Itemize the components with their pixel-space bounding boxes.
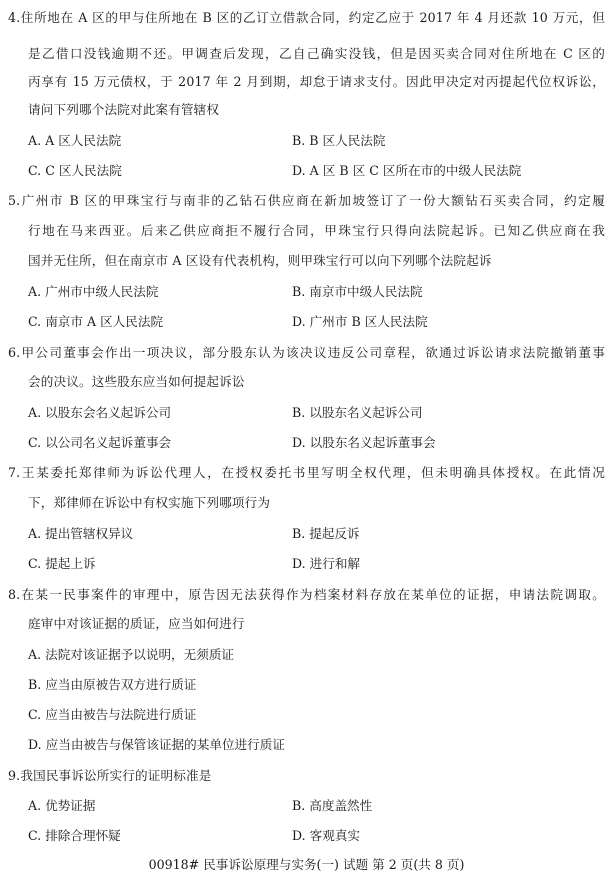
- question-4-number: 4.: [8, 10, 21, 25]
- question-8-option-c: C. 应当由被告与法院进行质证: [28, 707, 197, 722]
- question-4-text-1: 住所地在 A 区的甲与住所地在 B 区的乙订立借款合同，约定乙应于 2017 年 4 月还款 10 万元，但: [20, 10, 605, 25]
- question-9-option-c: C. 排除合理怀疑: [28, 828, 121, 843]
- question-9-option-d: D. 客观真实: [292, 828, 361, 843]
- question-4-option-b: B. B 区人民法院: [292, 133, 386, 148]
- question-6-text-1: 甲公司董事会作出一项决议，部分股东认为该决议违反公司章程，欲通过诉讼请求法院撤销董事: [20, 345, 605, 360]
- question-4-option-a: A. A 区人民法院: [28, 133, 122, 148]
- question-4-line-3: 丙享有 15 万元债权，于 2017 年 2 月到期，却怠于请求支付。因此甲决定对丙提起代位权诉讼，: [28, 74, 605, 89]
- question-6-option-d: D. 以股东名义起诉董事会: [292, 435, 436, 450]
- question-7-text-1: 王某委托郑律师为诉讼代理人，在授权委托书里写明全权代理，但未明确具体授权。在此情况: [20, 465, 605, 480]
- question-7-option-d: D. 进行和解: [292, 556, 361, 571]
- question-6-number: 6.: [8, 345, 21, 360]
- question-4-line-2: 是乙借口没钱逾期不还。甲调查后发现，乙自己确实没钱，但是因买卖合同对住所地在 C 区的: [28, 46, 605, 61]
- question-7-line-1: [8, 465, 605, 481]
- question-6-line-1: [8, 345, 605, 361]
- question-5-option-b: B. 南京市中级人民法院: [292, 284, 423, 299]
- question-4-line-1: [8, 10, 605, 26]
- question-5-line-3: 国并无住所，但在南京市 A 区设有代表机构，则甲珠宝行可以向下列哪个法院起诉: [28, 253, 492, 268]
- question-7-line-2: 下，郑律师在诉讼中有权实施下列哪项行为: [28, 495, 271, 510]
- question-4-option-d: D. A 区 B 区 C 区所在市的中级人民法院: [292, 163, 522, 178]
- question-7-option-b: B. 提起反诉: [292, 526, 360, 541]
- question-5-number: 5.: [8, 193, 21, 208]
- question-7-option-c: C. 提起上诉: [28, 556, 96, 571]
- question-8-option-b: B. 应当由原被告双方进行质证: [28, 677, 197, 692]
- question-7-number: 7.: [8, 465, 21, 480]
- question-9-number: 9.: [8, 768, 21, 783]
- question-5-option-d: D. 广州市 B 区人民法院: [292, 314, 428, 329]
- question-8-option-a: A. 法院对该证据予以说明，无须质证: [28, 647, 235, 662]
- question-8-number: 8.: [8, 587, 21, 602]
- question-9-option-a: A. 优势证据: [28, 798, 96, 813]
- question-4-option-c: C. C 区人民法院: [28, 163, 122, 178]
- question-6-option-a: A. 以股东会名义起诉公司: [28, 405, 172, 420]
- question-6-line-2: 会的决议。这些股东应当如何提起诉讼: [28, 374, 245, 389]
- question-9-option-b: B. 高度盖然性: [292, 798, 373, 813]
- question-5-option-c: C. 南京市 A 区人民法院: [28, 314, 164, 329]
- question-8-line-1: [8, 587, 605, 603]
- question-6-option-c: C. 以公司名义起诉董事会: [28, 435, 172, 450]
- question-9-line-1: [8, 768, 605, 784]
- question-8-option-d: D. 应当由被告与保管该证据的某单位进行质证: [28, 737, 285, 752]
- question-5-option-a: A. 广州市中级人民法院: [28, 284, 159, 299]
- question-8-text-1: 在某一民事案件的审理中，原告因无法获得作为档案材料存放在某单位的证据，申请法院调取。: [20, 587, 605, 602]
- question-8-line-2: 庭审中对该证据的质证，应当如何进行: [28, 616, 245, 631]
- question-9-text-1: 我国民事诉讼所实行的证明标准是: [20, 768, 212, 783]
- page-footer: 00918# 民事诉讼原理与实务(一) 试题 第 2 页(共 8 页): [148, 857, 465, 872]
- question-5-line-2: 行地在马来西亚。后来乙供应商拒不履行合同，甲珠宝行只得向法院起诉。已知乙供应商在我: [28, 223, 605, 238]
- question-5-line-1: [8, 193, 605, 209]
- question-5-text-1: 广州市 B 区的甲珠宝行与南非的乙钻石供应商在新加坡签订了一份大额钻石买卖合同，约定履: [20, 193, 605, 208]
- question-7-option-a: A. 提出管辖权异议: [28, 526, 134, 541]
- question-4-line-4: 请问下列哪个法院对此案有管辖权: [28, 102, 220, 117]
- question-6-option-b: B. 以股东名义起诉公司: [292, 405, 423, 420]
